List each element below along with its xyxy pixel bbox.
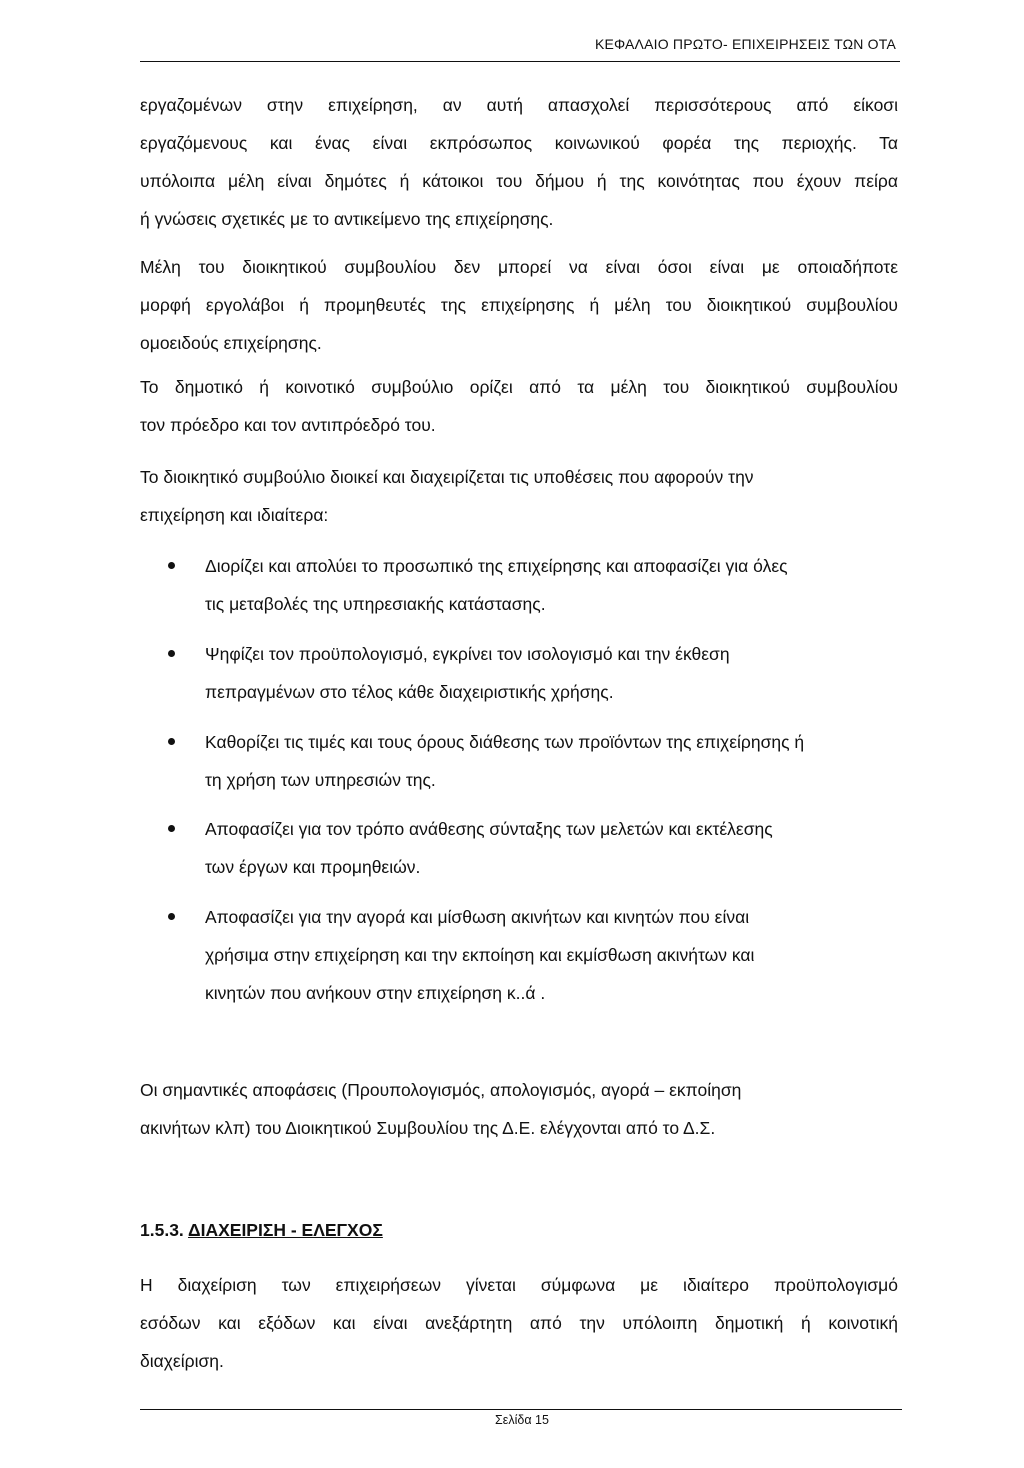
- paragraph-line: Η διαχείριση των επιχειρήσεων γίνεται σύμφωνα με ιδιαίτερο προϋπολογισμό: [140, 1275, 898, 1295]
- bullet-line: Διορίζει και απολύει το προσωπικό της επιχείρησης και αποφασίζει για όλες: [205, 556, 788, 576]
- paragraph-line: Μέλη του διοικητικού συμβουλίου δεν μπορεί να είναι όσοι είναι με οποιαδήποτε: [140, 257, 898, 277]
- paragraph-2: [140, 248, 898, 362]
- bullet-line: τη χρήση των υπηρεσιών της.: [205, 770, 436, 790]
- paragraph-line: υπόλοιπα μέλη είναι δημότες ή κάτοικοι του δήμου ή της κοινότητας που έχουν πείρα: [140, 171, 898, 191]
- paragraph-line: εργαζόμενους και ένας είναι εκπρόσωπος κοινωνικού φορέα της περιοχής. Τα: [140, 133, 898, 153]
- paragraph-3: [140, 368, 898, 444]
- bullet-dot-icon: [168, 913, 175, 920]
- bullet-line: πεπραγμένων στο τέλος κάθε διαχειριστικής χρήσης.: [205, 682, 614, 702]
- bullet-line: κινητών που ανήκουν στην επιχείρηση κ..ά .: [205, 983, 546, 1003]
- bullet-line: Αποφασίζει για την αγορά και μίσθωση ακινήτων και κινητών που είναι: [205, 907, 750, 927]
- paragraph-line: ακινήτων κλπ) του Διοικητικού Συμβουλίου της Δ.Ε. ελέγχονται από το Δ.Σ.: [140, 1118, 716, 1138]
- running-header: ΚΕΦΑΛΑΙΟ ΠΡΩΤΟ- ΕΠΙΧΕΙΡΗΣΕΙΣ ΤΩΝ ΟΤΑ: [594, 36, 896, 52]
- paragraph-6: [140, 1266, 898, 1380]
- section-title: ΔΙΑΧΕΙΡΙΣΗ - ΕΛΕΓΧΟΣ: [188, 1220, 383, 1240]
- bullet-line: τις μεταβολές της υπηρεσιακής κατάστασης.: [205, 594, 546, 614]
- bullet-line: Καθορίζει τις τιμές και τους όρους διάθεσης των προϊόντων της επιχείρησης ή: [205, 732, 805, 752]
- paragraph-1: [140, 86, 898, 238]
- bullet-dot-icon: [168, 825, 175, 832]
- page-number: Σελίδα 15: [495, 1413, 549, 1427]
- bullet-dot-icon: [168, 738, 175, 745]
- paragraph-line: εργαζομένων στην επιχείρηση, αν αυτή απασχολεί περισσότερους από είκοσι: [140, 95, 898, 115]
- paragraph-line: Το διοικητικό συμβούλιο διοικεί και διαχειρίζεται τις υποθέσεις που αφορούν την: [140, 467, 754, 487]
- paragraph-line: διαχείριση.: [140, 1351, 224, 1371]
- paragraph-line: ομοειδούς επιχείρησης.: [140, 333, 322, 353]
- footer-rule: [140, 1409, 902, 1410]
- paragraph-4: [140, 458, 898, 534]
- bullet-line: Ψηφίζει τον προϋπολογισμό, εγκρίνει τον ισολογισμό και την έκθεση: [205, 644, 730, 664]
- bullet-dot-icon: [168, 650, 175, 657]
- paragraph-line: ή γνώσεις σχετικές με το αντικείμενο της επιχείρησης.: [140, 209, 554, 229]
- paragraph-line: μορφή εργολάβοι ή προμηθευτές της επιχείρησης ή μέλη του διοικητικού συμβουλίου: [140, 295, 898, 315]
- paragraph-5: [140, 1071, 898, 1147]
- bullet-line: Αποφασίζει για τον τρόπο ανάθεσης σύνταξης των μελετών και εκτέλεσης: [205, 819, 773, 839]
- bullet-line: χρήσιμα στην επιχείρηση και την εκποίηση και εκμίσθωση ακινήτων και: [205, 945, 755, 965]
- paragraph-line: εσόδων και εξόδων και είναι ανεξάρτητη από την υπόλοιπη δημοτική ή κοινοτική: [140, 1313, 898, 1333]
- section-heading: [140, 1220, 383, 1241]
- paragraph-line: Το δημοτικό ή κοινοτικό συμβούλιο ορίζει από τα μέλη του διοικητικού συμβουλίου: [140, 377, 898, 397]
- paragraph-line: Οι σημαντικές αποφάσεις (Προυπολογισμός, απολογισμός, αγορά – εκποίηση: [140, 1080, 742, 1100]
- header-rule: [140, 61, 900, 62]
- page-footer: [0, 1413, 1024, 1427]
- bullet-dot-icon: [168, 562, 175, 569]
- paragraph-line: επιχείρηση και ιδιαίτερα:: [140, 505, 329, 525]
- paragraph-line: τον πρόεδρο και τον αντιπρόεδρό του.: [140, 415, 436, 435]
- bullet-line: των έργων και προμηθειών.: [205, 857, 421, 877]
- section-number: 1.5.3.: [140, 1220, 184, 1240]
